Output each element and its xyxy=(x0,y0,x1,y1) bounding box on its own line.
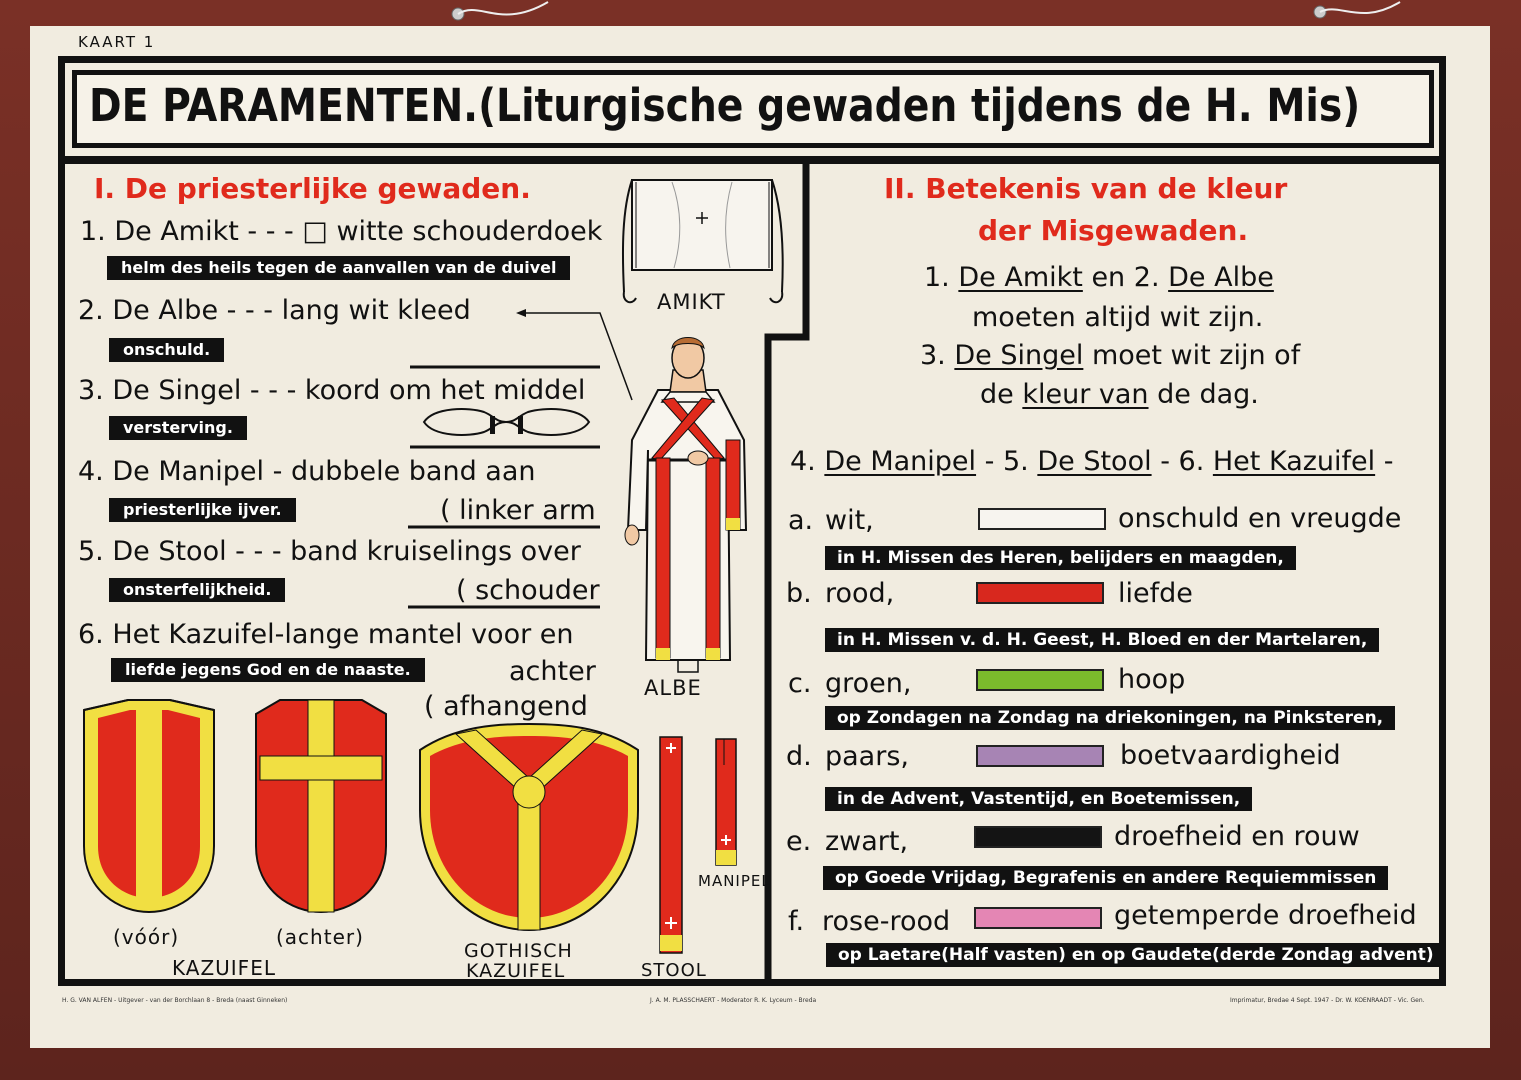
swatch-rood xyxy=(976,582,1104,604)
right-heading-2: der Misgewaden. xyxy=(978,214,1249,247)
label-groen: op Zondagen na Zondag na driekoningen, na Pinksteren, xyxy=(825,706,1395,730)
item-stool-cont: ( schouder xyxy=(456,575,600,606)
kazuifel-front-drawing xyxy=(78,696,220,918)
label-zwart: op Goede Vrijdag, Begrafenis en andere Requiemmissen xyxy=(823,866,1388,890)
footer-imprimatur: Imprimatur, Bredae 4 Sept. 1947 - Dr. W. KOENRAADT - Vic. Gen. xyxy=(1230,997,1425,1004)
color-letter-f: f. xyxy=(788,906,805,937)
rule-amikt-albe: 1. De Amikt en 2. De Albe xyxy=(924,262,1274,293)
kazuifel-back-drawing xyxy=(250,696,392,918)
item-kazuifel-cont: achter xyxy=(509,656,596,687)
label-rood: in H. Missen v. d. H. Geest, H. Bloed en der Martelaren, xyxy=(825,628,1379,652)
caption-gothisch-1: GOTHISCH xyxy=(464,940,573,962)
label-rose: op Laetare(Half vasten) en op Gaudete(derde Zondag advent) xyxy=(826,943,1446,967)
item-manipel: 4. De Manipel - dubbele band aan xyxy=(78,456,536,487)
hanging-string xyxy=(440,0,560,26)
color-name-zwart: zwart, xyxy=(825,826,909,857)
item-amikt: 1. De Amikt - - - □ witte schouderdoek xyxy=(80,216,603,247)
item-kazuifel: 6. Het Kazuifel-lange mantel voor en xyxy=(78,619,574,650)
caption-achter: (achter) xyxy=(276,925,364,949)
label-manipel: priesterlijke ijver. xyxy=(109,498,296,522)
label-amikt: helm des heils tegen de aanvallen van de duivel xyxy=(107,256,570,280)
footer-moderator: J. A. M. PLASSCHAERT - Moderator R. K. Lyceum - Breda xyxy=(650,997,817,1004)
label-kazuifel: liefde jegens God en de naaste. xyxy=(111,658,425,682)
item-albe: 2. De Albe - - - lang wit kleed xyxy=(78,295,471,326)
color-name-rood: rood, xyxy=(825,578,895,609)
rule-kleur-dag: de kleur van de dag. xyxy=(980,379,1259,410)
item-singel: 3. De Singel - - - koord om het middel xyxy=(78,375,586,406)
meaning-paars: boetvaardigheid xyxy=(1120,740,1341,771)
color-name-paars: paars, xyxy=(825,741,909,772)
color-name-groen: groen, xyxy=(825,668,912,699)
caption-manipel: MANIPEL xyxy=(698,872,771,890)
amikt-drawing xyxy=(612,170,794,310)
footer-publisher: H. G. VAN ALFEN - Uitgever - van der Borchlaan 8 - Breda (naast Ginneken) xyxy=(62,997,288,1004)
caption-gothisch-2: KAZUIFEL xyxy=(466,960,566,982)
item-manipel-cont: ( linker arm xyxy=(440,495,596,526)
rule-singel: 3. De Singel moet wit zijn of xyxy=(920,340,1301,371)
right-heading-1: II. Betekenis van de kleur xyxy=(884,172,1288,205)
stool-drawing xyxy=(654,735,700,955)
caption-amikt: AMIKT xyxy=(657,290,726,314)
caption-kazuifel: KAZUIFEL xyxy=(172,956,276,980)
meaning-rood: liefde xyxy=(1118,578,1193,609)
singel-cord-drawing xyxy=(414,402,599,442)
color-name-rose: rose-rood xyxy=(822,906,951,937)
rule-wit: moeten altijd wit zijn. xyxy=(972,302,1264,333)
color-letter-d: d. xyxy=(786,741,812,772)
caption-albe: ALBE xyxy=(644,676,702,700)
label-singel: versterving. xyxy=(109,416,247,440)
meaning-zwart: droefheid en rouw xyxy=(1114,821,1360,852)
label-stool: onsterfelijkheid. xyxy=(109,578,285,602)
color-letter-e: e. xyxy=(786,826,812,857)
swatch-paars xyxy=(976,745,1104,767)
swatch-zwart xyxy=(974,826,1102,848)
color-letter-b: b. xyxy=(786,578,812,609)
swatch-groen xyxy=(976,669,1104,691)
meaning-wit: onschuld en vreugde xyxy=(1118,503,1402,534)
meaning-groen: hoop xyxy=(1118,664,1186,695)
page-title: DE PARAMENTEN.(Liturgische gewaden tijdens de H. Mis) xyxy=(89,79,1361,132)
label-wit: in H. Missen des Heren, belijders en maagden, xyxy=(825,546,1296,570)
gothisch-kazuifel-drawing xyxy=(416,720,642,935)
caption-voor: (vóór) xyxy=(113,925,180,949)
color-letter-a: a. xyxy=(788,505,814,536)
manipel-drawing xyxy=(710,735,750,870)
label-albe: onschuld. xyxy=(109,338,224,362)
card-number: KAART 1 xyxy=(78,33,156,51)
item-stool: 5. De Stool - - - band kruiselings over xyxy=(78,536,581,567)
label-paars: in de Advent, Vastentijd, en Boetemissen, xyxy=(825,787,1252,811)
caption-stool: STOOL xyxy=(641,960,707,981)
swatch-wit xyxy=(978,508,1106,530)
swatch-rose-rood xyxy=(974,907,1102,929)
color-letter-c: c. xyxy=(788,668,812,699)
hanging-string-right xyxy=(1300,0,1420,26)
color-name-wit: wit, xyxy=(825,505,874,536)
item-kazuifel-cont2: ( afhangend xyxy=(424,691,588,722)
meaning-rose: getemperde droefheid xyxy=(1114,900,1417,931)
priest-albe-figure xyxy=(618,330,758,680)
vestments-line: 4. De Manipel - 5. De Stool - 6. Het Kazuifel - xyxy=(790,446,1394,477)
left-heading: I. De priesterlijke gewaden. xyxy=(94,172,531,205)
